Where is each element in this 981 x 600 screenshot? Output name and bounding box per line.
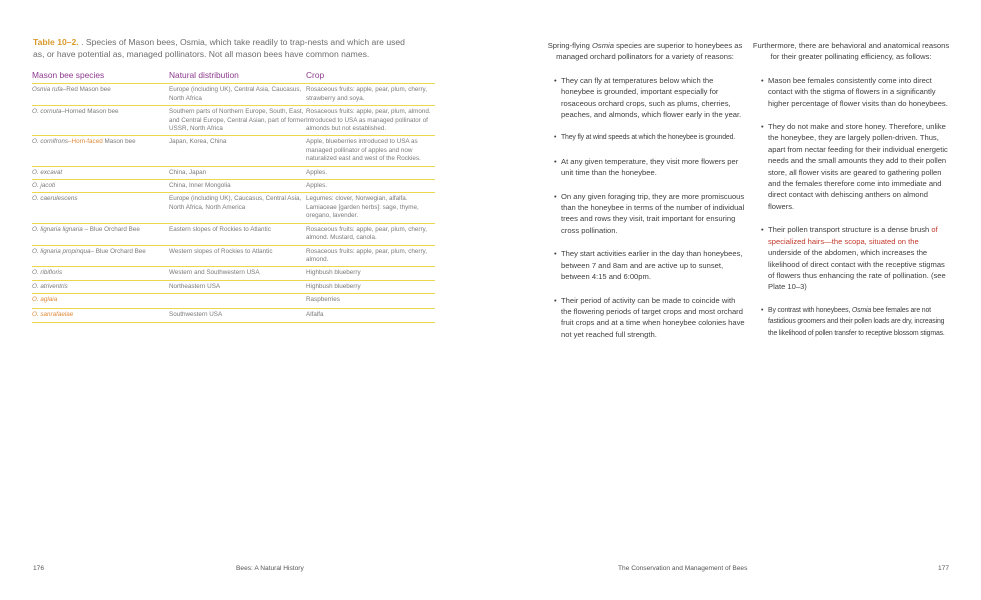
- species-name-highlight: O. aglaia: [32, 296, 58, 304]
- bullet-emphasis: Osmia: [851, 306, 872, 314]
- page-number-left: 176: [33, 565, 45, 572]
- crop-cell: Raspberries: [306, 294, 435, 309]
- distribution-cell: China, Inner Mongolia: [169, 180, 306, 193]
- distribution-cell: Europe (including UK), Caucasus, Central Asia, North Africa, North America: [169, 193, 306, 223]
- header-species: Mason bee species: [32, 70, 169, 84]
- left-page: [0, 0, 490, 600]
- distribution-cell: Southern parts of Northern Europe, South, East, and Central Europe, Central Asian, part of former USSR, North Africa: [169, 106, 306, 136]
- common-name: – Blue Orchard Bee: [90, 247, 146, 255]
- species-name: O. atriventris: [32, 282, 68, 290]
- running-title-left: Bees: A Natural History: [236, 565, 304, 572]
- table-row: [32, 280, 435, 293]
- common-name: –Red Mason bee: [62, 86, 111, 94]
- species-name: O. cornifrons: [32, 138, 69, 146]
- reasons-list: [545, 75, 745, 340]
- species-name: O. excavat: [32, 168, 63, 176]
- list-item: • Mason bee females consistently come into direct contact with the stigma of flowers in a significantly higher percentage of flower visits than do honeybees.: [752, 75, 950, 109]
- table-row: [32, 166, 435, 179]
- text-column-right: [752, 40, 950, 351]
- bullet-text-cont: bee females are not fastidious groomers and their pollen loads are dry, increasing the likelihood of pollen transfer to receptive blossom stigmas.: [768, 306, 945, 337]
- species-name: O. caerulescens: [32, 195, 78, 203]
- table-caption: [33, 37, 413, 60]
- crop-cell: Legumes: clover, Norwegian, alfalfa. Lamiaceae [garden herbs]: sage, thyme, oregano, lavender.: [306, 193, 435, 223]
- list-item: • At any given temperature, they visit more flowers per unit time than the honeybee.: [545, 156, 745, 179]
- bullet-text: Their pollen transport structure is a dense brush: [768, 225, 932, 235]
- list-item: • Their period of activity can be made to coincide with the flowering periods of target crops and most orchard fruit crops and at a time when honeybee colonies have not yet reached full strength.: [545, 295, 745, 341]
- table-row: [32, 193, 435, 223]
- species-name: O. ribifloris: [32, 269, 63, 277]
- common-name: – Blue Orchard Bee: [82, 225, 140, 233]
- distribution-cell: Southwestern USA: [169, 309, 306, 322]
- distribution-cell: Northeastern USA: [169, 280, 306, 293]
- intro-paragraph: [545, 40, 745, 63]
- crop-cell: Rosaceous fruits: apple, pear, plum, cherry, almond.: [306, 245, 435, 267]
- table-row: [32, 245, 435, 267]
- header-distribution: Natural distribution: [169, 70, 306, 84]
- bullet-highlight: of specialized hairs—the scopa, situated on the: [768, 225, 938, 246]
- list-item: • They can fly at temperatures below which the honeybee is grounded, important especially for rosaceous orchard crops, such as plums, cherries, peaches, and almonds, which flower early in the year.: [545, 75, 745, 121]
- crop-cell: Apples.: [306, 166, 435, 179]
- running-title-right: The Conservation and Management of Bees: [618, 565, 748, 572]
- intro-emphasis: Osmia: [592, 41, 614, 50]
- species-name: O. lignaria propinqua: [32, 247, 91, 255]
- distribution-cell: Western and Southwestern USA: [169, 267, 306, 280]
- page-number-right: 177: [938, 565, 950, 572]
- intro-text: Spring-flying: [547, 41, 593, 50]
- table-row: [32, 309, 435, 322]
- bullet-text-cont: underside of the abdomen, which increases the likelihood of direct contact with the receptive stigmas of flowers thus enhancing the rate of pollination. (see Plate 10–3): [768, 248, 946, 292]
- caption-label: Table 10–2.: [33, 37, 79, 47]
- crop-cell: Highbush blueberry: [306, 280, 435, 293]
- table-row: [32, 106, 435, 136]
- distribution-cell: Eastern slopes of Rockies to Atlantic: [169, 223, 306, 245]
- distribution-cell: Japan, Korea, China: [169, 136, 306, 166]
- list-item: [752, 305, 950, 339]
- table-row: [32, 136, 435, 166]
- crop-cell: Rosaceous fruits: apple, pear, plum, cherry, strawberry and soya.: [306, 84, 435, 106]
- mason-bee-table: [32, 70, 435, 323]
- crop-cell: Rosaceous fruits: apple, pear, plum, almond. Introduced to USA as managed pollinator of almonds but not established.: [306, 106, 435, 136]
- anatomy-list: [752, 75, 950, 339]
- species-name-highlight: O. sanrafaelae: [32, 311, 74, 319]
- intro-paragraph-b: Furthermore, there are behavioral and anatomical reasons for their greater pollinating efficiency, as follows:: [752, 41, 950, 62]
- crop-cell: Highbush blueberry: [306, 267, 435, 280]
- table-row: [32, 223, 435, 245]
- crop-cell: Alfalfa: [306, 309, 435, 322]
- list-item: • They fly at wind speeds at which the honeybee is grounded.: [545, 132, 745, 143]
- list-item: • They start activities earlier in the day than honeybees, between 7 and 8am and are active up to sunset, between 4:15 and 6:00pm.: [545, 248, 745, 282]
- common-name: Mason bee: [102, 138, 136, 146]
- species-name: Osmia rufa: [32, 86, 63, 94]
- table-row: [32, 267, 435, 280]
- table-row: [32, 294, 435, 309]
- table-header-row: [32, 70, 435, 84]
- common-name-highlight: –Horn-faced: [68, 138, 103, 146]
- bullet-text: By contrast with honeybees,: [768, 306, 852, 314]
- list-item: • They do not make and store honey. Therefore, unlike the honeybee, they are largely pollen-driven. Thus, apart from nectar feeding for their individual energetic needs and the small amounts they add to their pollen store, all flower visits are geared to gathering pollen and the females therefore come into immediate and direct contact with dehiscing anthers on almond flowers.: [752, 121, 950, 212]
- list-item: [752, 224, 950, 292]
- distribution-cell: Europe (including UK), Central Asia, Caucasus, North Africa: [169, 84, 306, 106]
- species-name: O. jacoti: [32, 182, 56, 190]
- text-column-left: [545, 40, 745, 352]
- header-crop: Crop: [306, 70, 435, 84]
- list-item: • On any given foraging trip, they are more promiscuous than the honeybee in terms of the number of individual trees and rows they visit, trait important for ensuring cross pollination.: [545, 191, 745, 237]
- distribution-cell: [169, 294, 306, 309]
- distribution-cell: China, Japan: [169, 166, 306, 179]
- crop-cell: Rosaceous fruits: apple, pear, plum, cherry, almond. Mustard, canola.: [306, 223, 435, 245]
- crop-cell: Apples.: [306, 180, 435, 193]
- table-row: [32, 180, 435, 193]
- common-name: –Horned Mason bee: [61, 108, 119, 116]
- intro-text-cont: species are superior to honeybees as managed orchard pollinators for a variety of reasons:: [556, 41, 743, 62]
- table-row: [32, 84, 435, 106]
- crop-cell: Apple, blueberries introduced to USA as managed pollinator of apples and now naturalized east and west of the Rockies.: [306, 136, 435, 166]
- species-name: O. lignaria lignaria: [32, 225, 83, 233]
- species-name: O. cornuta: [32, 108, 62, 116]
- caption-text: . Species of Mason bees, Osmia, which take readily to trap-nests and which are used as, or have potential as, managed pollinators. Not all mason bees have common names.: [33, 37, 405, 59]
- distribution-cell: Western slopes of Rockies to Atlantic: [169, 245, 306, 267]
